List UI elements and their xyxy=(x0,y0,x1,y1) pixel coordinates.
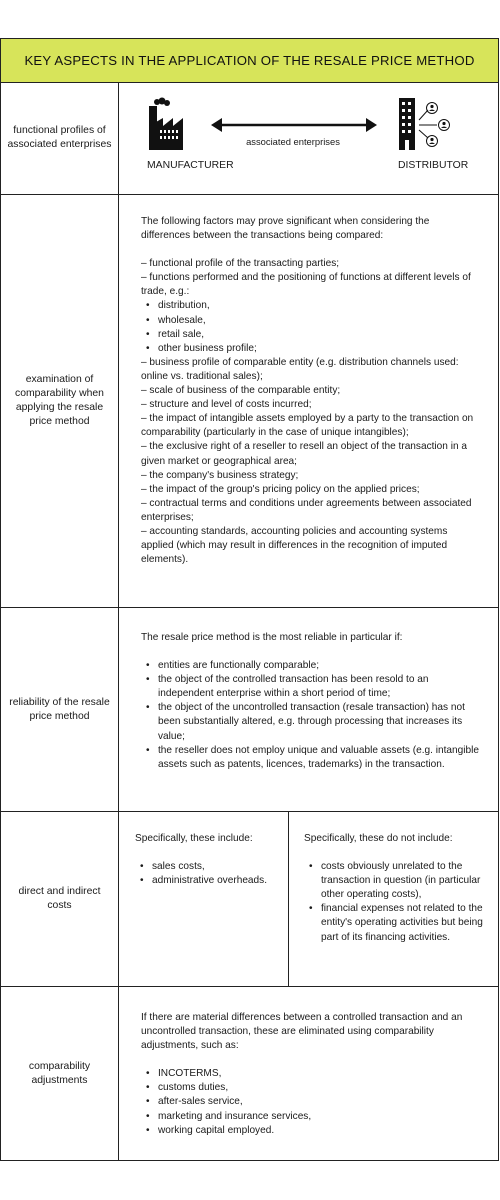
factory-icon xyxy=(149,98,183,151)
list-item: • retail sale, xyxy=(141,328,480,342)
list-item: • after-sales service, xyxy=(141,1095,480,1109)
list-item: • administrative overheads. xyxy=(135,874,278,888)
examination-item: – scale of business of the comparable entity; xyxy=(141,385,341,397)
row-label-reliability: reliability of the resale price method xyxy=(1,608,119,811)
list-item: • other business profile; xyxy=(141,342,480,356)
double-arrow-icon xyxy=(211,118,377,132)
manufacturer-caption: MANUFACTURER xyxy=(147,160,234,171)
row-costs xyxy=(1,812,498,987)
examination-item: – contractual terms and conditions under agreements between associated enterprises; xyxy=(141,497,472,523)
list-item: • customs duties, xyxy=(141,1081,480,1095)
list-item: • the object of the uncontrolled transaction (resale transaction) has not been substantially altered, e.g. through processing that increases its value; xyxy=(141,701,480,743)
examination-item: – the company's business strategy; xyxy=(141,469,299,481)
row-comparability-adjustments xyxy=(1,987,498,1160)
examination-item: – functional profile of the transacting parties; xyxy=(141,258,340,270)
costs-exclude-list xyxy=(304,860,484,945)
aspects-table xyxy=(0,38,499,1161)
adjustments-text xyxy=(141,1011,480,1138)
row-label-costs: direct and indirect costs xyxy=(1,812,119,986)
costs-exclude-intro: Specifically, these do not include: xyxy=(304,833,453,844)
examination-item: – functions performed and the positioning of functions at different levels of trade, e.g.: xyxy=(141,272,471,298)
row-label-examination-comparability: examination of comparability when applying the resale price method xyxy=(1,195,119,607)
functional-profiles-diagram xyxy=(119,82,498,194)
row-label-comparability-adjustments: comparability adjustments xyxy=(1,987,119,1160)
costs-included-column xyxy=(119,812,289,986)
reliability-text xyxy=(141,631,480,772)
examination-item: – accounting standards, accounting policies and accounting systems applied (which may result in differences in the recognition of imputed elements). xyxy=(141,525,448,566)
distributor-caption: DISTRIBUTOR xyxy=(398,160,469,171)
list-item: • working capital employed. xyxy=(141,1124,480,1138)
costs-excluded-column xyxy=(289,812,498,986)
row-reliability xyxy=(1,608,498,812)
list-item: • the object of the controlled transaction has been resold to an independent enterprise within a short period of time; xyxy=(141,673,480,701)
examination-text xyxy=(141,215,480,567)
row-functional-profiles xyxy=(1,82,498,195)
adjustments-intro: If there are material differences between a controlled transaction and an uncontrolled transaction, these are eliminated using comparability adjustments, such as: xyxy=(141,1012,463,1052)
costs-include-list xyxy=(135,860,278,888)
arrow-caption: associated enterprises xyxy=(246,136,340,147)
building-network-icon xyxy=(399,98,450,150)
examination-item: – structure and level of costs incurred; xyxy=(141,399,312,411)
trade-levels-list xyxy=(141,299,480,355)
examination-intro: The following factors may prove significant when considering the differences between the transactions being compared: xyxy=(141,216,430,242)
examination-item: – the impact of intangible assets employed by a party to the transaction on comparability (particularly in the case of unique intangibles); xyxy=(141,413,474,439)
adjustments-list xyxy=(141,1067,480,1137)
costs-include-intro: Specifically, these include: xyxy=(135,833,253,844)
reliability-list xyxy=(141,659,480,772)
table-title: KEY ASPECTS IN THE APPLICATION OF THE RESALE PRICE METHOD xyxy=(1,39,498,83)
list-item: • wholesale, xyxy=(141,314,480,328)
row-label-functional-profiles: functional profiles of associated enterprises xyxy=(1,82,119,194)
reliability-intro: The resale price method is the most reliable in particular if: xyxy=(141,632,403,643)
list-item: • distribution, xyxy=(141,299,480,313)
list-item: • entities are functionally comparable; xyxy=(141,659,480,673)
row-examination-comparability xyxy=(1,195,498,608)
list-item: • sales costs, xyxy=(135,860,278,874)
examination-item: – the impact of the group's pricing policy on the applied prices; xyxy=(141,483,420,495)
list-item: • financial expenses not related to the entity's operating activities but being part of its financing activities. xyxy=(304,902,484,944)
examination-item: – business profile of comparable entity (e.g. distribution channels used: online vs. traditional sales); xyxy=(141,356,459,382)
list-item: • marketing and insurance services, xyxy=(141,1110,480,1124)
list-item: • costs obviously unrelated to the transaction in question (in particular other operating costs), xyxy=(304,860,484,902)
list-item: • the reseller does not employ unique and valuable assets (e.g. intangible assets such as patents, licences, trademarks) in the transaction. xyxy=(141,744,480,772)
list-item: • INCOTERMS, xyxy=(141,1067,480,1081)
examination-item: – the exclusive right of a reseller to resell an object of the transaction in a given market or geographical area; xyxy=(141,441,467,467)
